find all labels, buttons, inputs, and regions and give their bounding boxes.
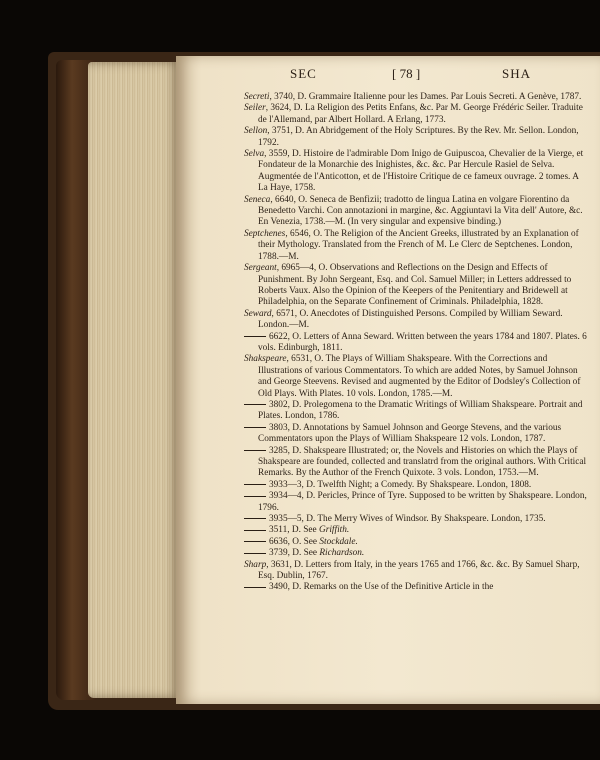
ditto-dash: [244, 518, 266, 519]
catalog-entry-continued: 3739, D. See Richardson.: [244, 548, 590, 559]
catalog-entry-continued: 3490, D. Remarks on the Use of the Definitive Article in the: [244, 582, 590, 593]
catalog-entry-continued: 3934—4, D. Pericles, Prince of Tyre. Supposed to be written by Shakspeare. London, 1796.: [244, 491, 590, 514]
catalog-entry: Seneca, 6640, O. Seneca de Benfizii; tradotto de lingua Latina en volgare Fiorentino da Benedetto Varchi. Con annotazioni in margine, &c. Aggiuntavi la Vita dell' Autore, &c. En Venezia, 1738.—M. (In very singular and expensive binding.): [244, 194, 583, 228]
catalog-entry-continued: 3933—3, D. Twelfth Night; a Comedy. By Shakspeare. London, 1808.: [244, 480, 590, 491]
catalog-entry-continued: 6622, O. Letters of Anna Seward. Written between the years 1784 and 1807. Plates. 6 vols. Edinburgh, 1811.: [244, 332, 590, 355]
catalog-entry: Selva, 3559, D. Histoire de l'admirable Dom Inigo de Guipuscoa, Chevalier de la Vierge, et Fondateur de la Monarchie des Inighistes, &c. &c. Par Hercule Rasiel de Selva. Augmentée de l'Anticotton, et de l'Histoire Critique de ce fameux ouvrage. 2 tomes. A La Haye, 1758.: [244, 149, 584, 194]
catalog-entry-continued: 3285, D. Shakspeare Illustrated; or, the Novels and Histories on which the Plays of Shakspeare are founded, collected and translatrd from the original authors. With Critical Remarks. By the Author of the French Quixote. 3 vols. London, 1753.—M.: [244, 446, 590, 480]
catalog-entry: Shakspeare, 6531, O. The Plays of William Shakspeare. With the Corrections and Illustrations of various Commentators. To which are added Notes, by Samuel Johnson and George Steevens. Revised and augmented by the Editor of Dodsley's Collection of Old Plays. With Plates. 10 vols. London, 1785.—M.: [244, 354, 581, 399]
ditto-dash: [244, 450, 266, 451]
ditto-dash: [244, 530, 266, 531]
header-right: SHA: [502, 66, 532, 81]
catalog-entry: Septchenes, 6546, O. The Religion of the Ancient Greeks, illustrated by an Explanation of their Mythology. Translated from the French of M. Le Clerc de Septchenes. London, 1788.—M.: [244, 228, 579, 262]
ditto-dash: [244, 484, 266, 485]
ditto-dash: [244, 427, 266, 428]
page-number: [ 78 ]: [392, 66, 421, 81]
header-left: SEC: [290, 66, 317, 81]
ditto-dash: [244, 553, 266, 554]
page-edges: [88, 62, 180, 698]
ditto-dash: [244, 404, 266, 405]
ditto-dash: [244, 496, 266, 497]
catalog-entry-continued: 3935—5, D. The Merry Wives of Windsor. By Shakspeare. London, 1735.: [244, 514, 590, 525]
ditto-dash: [244, 541, 266, 542]
cross-reference: Griffith.: [319, 525, 350, 536]
catalog-entry: Sergeant, 6965—4, O. Observations and Reflections on the Design and Effects of Punishment. By John Sergeant, Esq. and Col. Samuel Miller; in Letters addressed to Roberts Vaux. Also the Opinion of the Keepers of the Penitentiary and Bridewell at Philadelphia, on the Separate Confinement of Criminals. Philadelphia, 1828.: [244, 263, 572, 308]
catalog-entry: Seward, 6571, O. Anecdotes of Distinguished Persons. Compiled by William Seward. London.—M.: [244, 308, 563, 331]
catalog-page: [176, 56, 600, 704]
catalog-entry: Seiler, 3624, D. La Religion des Petits Enfans, &c. Par M. George Frédéric Seiler. Traduite de l'Allemand, par Albert Hollard. A Erlang, 1773.: [244, 103, 583, 125]
cross-reference: Stockdale.: [319, 536, 358, 547]
catalog-entry: Secreti, 3740, D. Grammaire Italienne pour les Dames. Par Louis Secreti. A Genève, 1787.: [244, 92, 582, 102]
catalog-entry: Sellon, 3751, D. An Abridgement of the Holy Scriptures. By the Rev. Mr. Sellon. London, 1792.: [244, 126, 579, 148]
catalog-entry-continued: 3803, D. Annotations by Samuel Johnson and George Stevens, and the various Commentators upon the Plays of William Shakspeare 12 vols. London, 1787.: [244, 423, 590, 446]
catalog-entry-continued: 3511, D. See Griffith.: [244, 525, 590, 536]
catalog-entry-continued: 3802, D. Prolegomena to the Dramatic Writings of William Shakspeare. Portrait and Plates. London, 1786.: [244, 400, 590, 423]
running-header: [176, 66, 600, 86]
catalog-entry: Sharp, 3631, D. Letters from Italy, in the years 1765 and 1766, &c. &c. By Samuel Sharp, Esq. Dublin, 1767.: [244, 559, 580, 582]
ditto-dash: [244, 336, 266, 337]
catalog-entry-continued: 6636, O. See Stockdale.: [244, 537, 590, 548]
cross-reference: Richardson.: [319, 548, 365, 559]
catalog-entries: [244, 92, 590, 594]
ditto-dash: [244, 587, 266, 588]
